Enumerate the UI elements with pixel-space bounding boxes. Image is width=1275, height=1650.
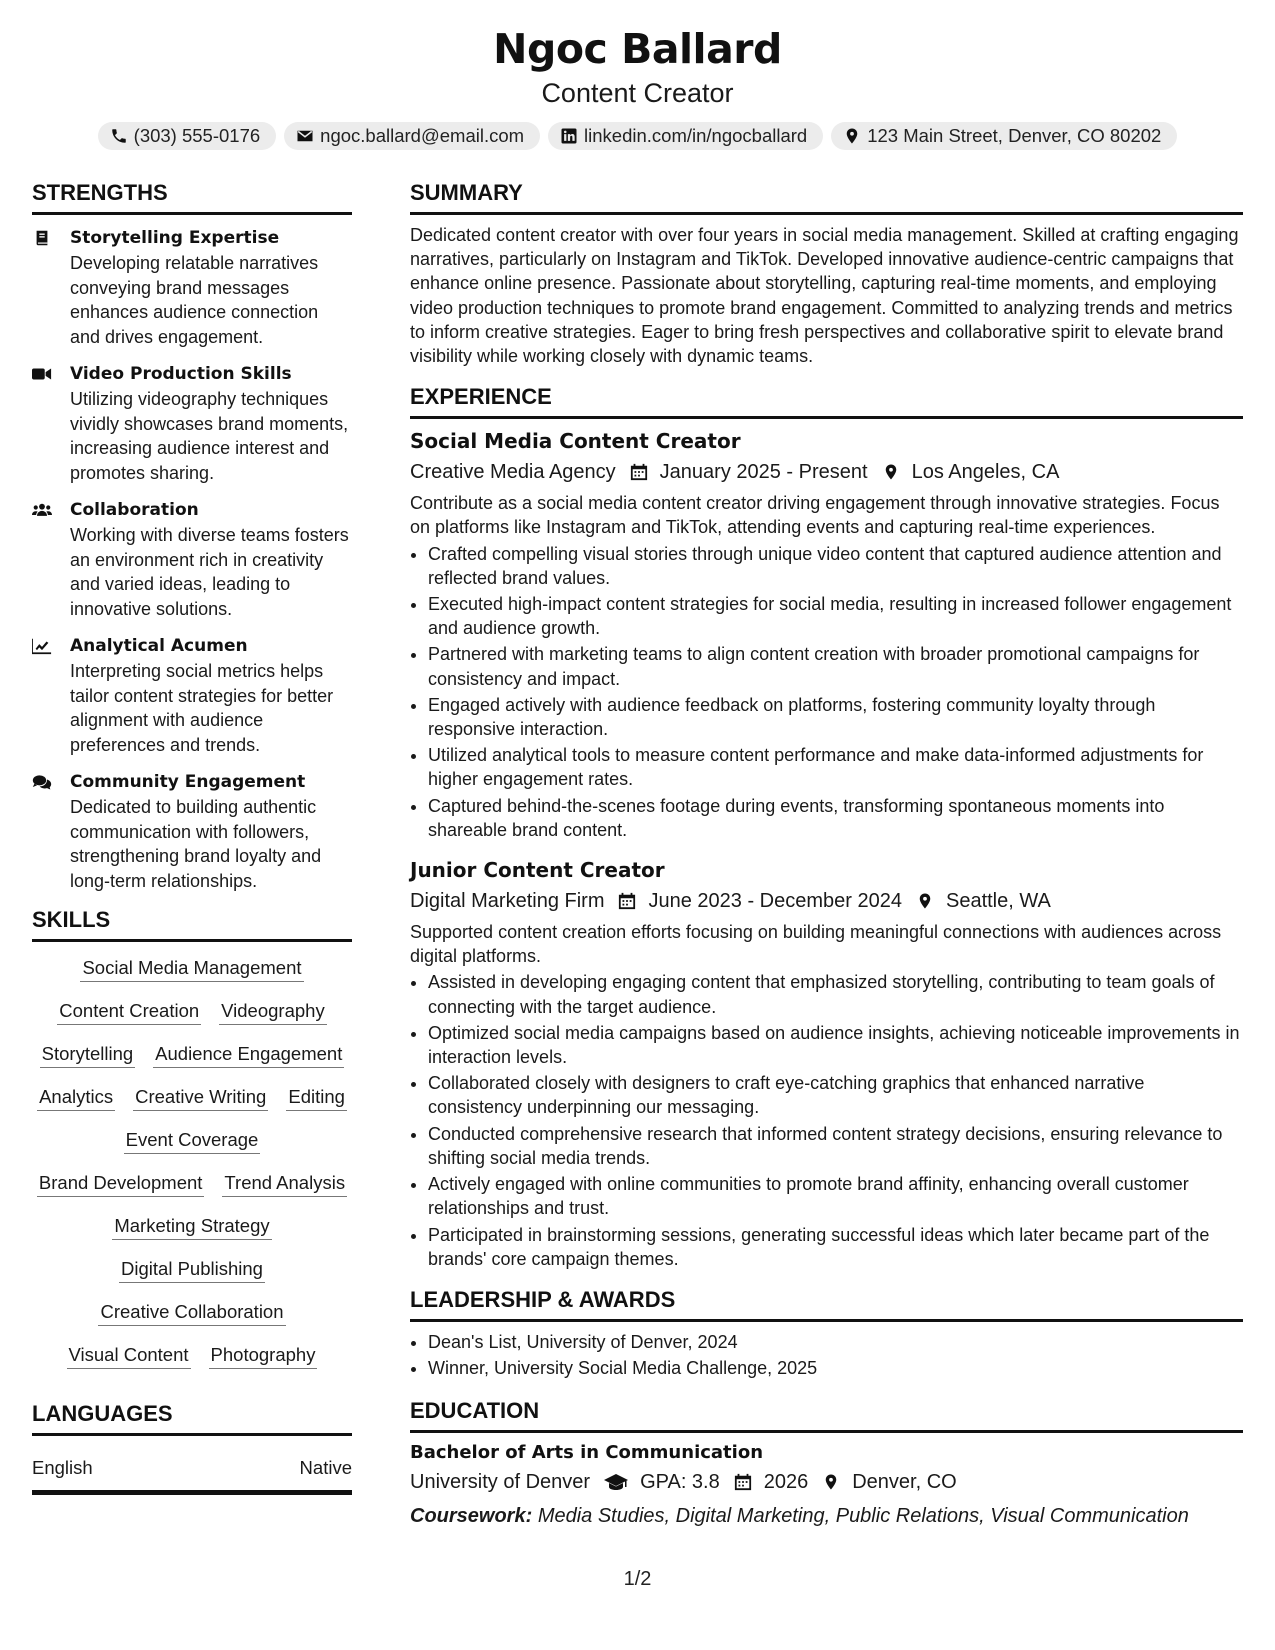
skill-tag: Social Media Management <box>80 956 303 982</box>
contact-text: ngoc.ballard@email.com <box>320 125 525 146</box>
job-meta <box>410 457 1243 487</box>
job-location: Los Angeles, CA <box>911 461 1060 484</box>
skill-tag: Editing <box>286 1085 347 1111</box>
education-heading: EDUCATION <box>410 1396 1243 1433</box>
job-location: Seattle, WA <box>945 890 1051 913</box>
contact-email[interactable] <box>284 122 540 150</box>
job-description: Contribute as a social media content creator driving engagement through innovative strategies. Focus on platforms like Instagram and TikTok, attending events and capturing real-time experiences. <box>410 493 1220 538</box>
languages-heading: LANGUAGES <box>32 1399 352 1436</box>
strength-title: Storytelling Expertise <box>70 228 280 248</box>
skills-heading: SKILLS <box>32 905 352 942</box>
contact-text: (303) 555-0176 <box>133 125 261 146</box>
summary-heading: SUMMARY <box>410 178 1243 215</box>
skill-tag: Digital Publishing <box>119 1257 265 1283</box>
job-company: Digital Marketing Firm <box>410 890 605 913</box>
job-bullet: • Optimized social media campaigns based on audience insights, achieving noticeable improvements in interaction levels. <box>428 1021 1243 1069</box>
strength-desc: Interpreting social metrics helps tailor content strategies for better alignment with audience preferences and trends. <box>70 661 334 755</box>
video-icon <box>32 365 52 383</box>
coursework-label: Coursework: <box>410 1505 533 1528</box>
job-bullet: • Crafted compelling visual stories through unique video content that captured audience attention and reflected brand values. <box>428 542 1243 590</box>
strength-desc: Utilizing videography techniques vividly showcases brand moments, increasing audience interest and promotes sharing. <box>70 389 349 483</box>
location-icon <box>843 127 861 145</box>
job-company: Creative Media Agency <box>410 461 616 484</box>
graduation-cap-icon <box>604 1473 628 1491</box>
job-bullet: • Utilized analytical tools to measure content performance and make data-informed adjustments for higher engagement rates. <box>428 743 1243 791</box>
language-name: English <box>32 1457 93 1478</box>
calendar-icon <box>734 1473 752 1491</box>
strength-title: Analytical Acumen <box>70 636 248 656</box>
contact-text: linkedin.com/in/ngocballard <box>584 125 808 146</box>
page-number: 1/2 <box>623 1568 652 1590</box>
strength-item <box>32 497 352 621</box>
calendar-icon <box>630 463 648 481</box>
job-title: Social Media Content Creator <box>410 429 741 454</box>
awards-list <box>410 1330 1243 1380</box>
skill-tag: Storytelling <box>40 1042 136 1068</box>
strength-item <box>32 769 352 893</box>
calendar-icon <box>618 892 636 910</box>
job-bullet: • Conducted comprehensive research that informed content strategy decisions, ensuring relevance to shifting social media trends. <box>428 1122 1243 1170</box>
job-bullet: • Assisted in developing engaging content that emphasized storytelling, contributing to team goals of connecting with the target audience. <box>428 970 1243 1018</box>
education-degree: Bachelor of Arts in Communication <box>410 1442 764 1464</box>
education-year: 2026 <box>763 1471 809 1494</box>
award-item: • Dean's List, University of Denver, 2024 <box>428 1330 1243 1354</box>
skill-tag: Brand Development <box>37 1171 205 1197</box>
job-bullet: • Partnered with marketing teams to align content creation with broader promotional campaigns for consistency and impact. <box>428 642 1243 690</box>
job-bullet: • Collaborated closely with designers to craft eye-catching graphics that enhanced narrative consistency underpinning our messaging. <box>428 1071 1243 1119</box>
awards-heading: LEADERSHIP & AWARDS <box>410 1285 1243 1322</box>
skill-tag: Marketing Strategy <box>112 1214 271 1240</box>
strength-title: Video Production Skills <box>70 364 292 384</box>
contact-phone[interactable] <box>98 122 277 150</box>
skill-tag: Creative Collaboration <box>98 1300 285 1326</box>
phone-icon <box>110 127 128 145</box>
job-bullet: • Participated in brainstorming sessions, generating successful ideas which later became part of the brands' core campaign themes. <box>428 1223 1243 1271</box>
contact-bar <box>0 122 1275 150</box>
email-icon <box>296 127 314 145</box>
skill-tag: Photography <box>209 1343 318 1369</box>
skill-tag: Videography <box>219 999 327 1025</box>
strength-item <box>32 225 352 349</box>
contact-address <box>831 122 1177 150</box>
right-column <box>410 178 1243 1531</box>
award-item: • Winner, University Social Media Challenge, 2025 <box>428 1356 1243 1380</box>
language-level: Native <box>299 1457 352 1478</box>
contact-linkedin[interactable] <box>548 122 823 150</box>
strengths-list <box>32 225 352 893</box>
comments-icon <box>32 773 52 791</box>
education-school: University of Denver <box>410 1471 591 1494</box>
strength-desc: Working with diverse teams fosters an environment rich in creativity and varied ideas, leading to innovative solutions. <box>70 525 349 619</box>
candidate-role: Content Creator <box>541 78 734 108</box>
strengths-heading: STRENGTHS <box>32 178 352 215</box>
job-meta <box>410 886 1243 916</box>
skill-tag: Event Coverage <box>124 1128 261 1154</box>
strength-item <box>32 633 352 757</box>
education-coursework <box>410 1501 1243 1531</box>
book-icon <box>32 229 52 247</box>
strength-desc: Developing relatable narratives conveying brand messages enhances audience connection and drives engagement. <box>70 253 319 347</box>
chart-line-icon <box>32 637 52 655</box>
job-dates: June 2023 - December 2024 <box>648 890 902 913</box>
skill-tag: Analytics <box>37 1085 115 1111</box>
skill-tag: Visual Content <box>67 1343 191 1369</box>
job-dates: January 2025 - Present <box>659 461 868 484</box>
skill-tag: Audience Engagement <box>153 1042 344 1068</box>
job-bullet: • Engaged actively with audience feedback on platforms, fostering community loyalty through responsive interaction. <box>428 693 1243 741</box>
coursework-text: Media Studies, Digital Marketing, Public Relations, Visual Communication <box>537 1505 1189 1528</box>
education-gpa: GPA: 3.8 <box>640 1471 720 1494</box>
location-icon <box>822 1473 840 1491</box>
strength-desc: Dedicated to building authentic communication with followers, strengthening brand loyalty and long-term relationships. <box>70 797 322 891</box>
job-bullet: • Actively engaged with online communities to promote brand affinity, enhancing overall customer relationships and trust. <box>428 1172 1243 1220</box>
linkedin-icon <box>560 127 578 145</box>
skill-tag: Creative Writing <box>133 1085 268 1111</box>
job-bullets <box>410 542 1243 842</box>
candidate-name: Ngoc Ballard <box>493 25 782 73</box>
job-entry <box>410 854 1243 1271</box>
resume-header <box>0 22 1275 150</box>
job-bullet: • Captured behind-the-scenes footage during events, transforming spontaneous moments into shareable brand content. <box>428 794 1243 842</box>
strength-title: Community Engagement <box>70 772 306 792</box>
skills-list <box>32 956 352 1369</box>
contact-text: 123 Main Street, Denver, CO 80202 <box>867 125 1162 146</box>
left-column <box>32 178 352 1495</box>
education-location: Denver, CO <box>852 1471 957 1494</box>
skill-tag: Content Creation <box>57 999 201 1025</box>
job-title: Junior Content Creator <box>410 858 665 883</box>
education-meta <box>410 1467 1243 1497</box>
strength-item <box>32 361 352 485</box>
experience-heading: EXPERIENCE <box>410 382 1243 419</box>
location-icon <box>882 463 900 481</box>
job-entry <box>410 425 1243 842</box>
summary-text: Dedicated content creator with over four years in social media management. Skilled at crafting engaging narratives, particularly on Instagram and TikTok. Developed innovative audience-centric campaigns that enhance online presence. Passionate about storytelling, capturing real-time moments, and employing video production techniques to promote brand engagement. Committed to analyzing trends and metrics to inform creative strategies. Eager to bring fresh perspectives and collaborative spirit to elevate brand visibility while working closely with dynamic teams. <box>410 225 1239 367</box>
job-description: Supported content creation efforts focusing on building meaningful connections with audiences across digital platforms. <box>410 922 1222 967</box>
location-icon <box>916 892 934 910</box>
job-bullet: • Executed high-impact content strategies for social media, resulting in increased follower engagement and audience growth. <box>428 592 1243 640</box>
strength-title: Collaboration <box>70 500 199 520</box>
language-item <box>32 1456 352 1495</box>
job-bullets <box>410 970 1243 1270</box>
skill-tag: Trend Analysis <box>222 1171 347 1197</box>
users-icon <box>32 501 52 519</box>
